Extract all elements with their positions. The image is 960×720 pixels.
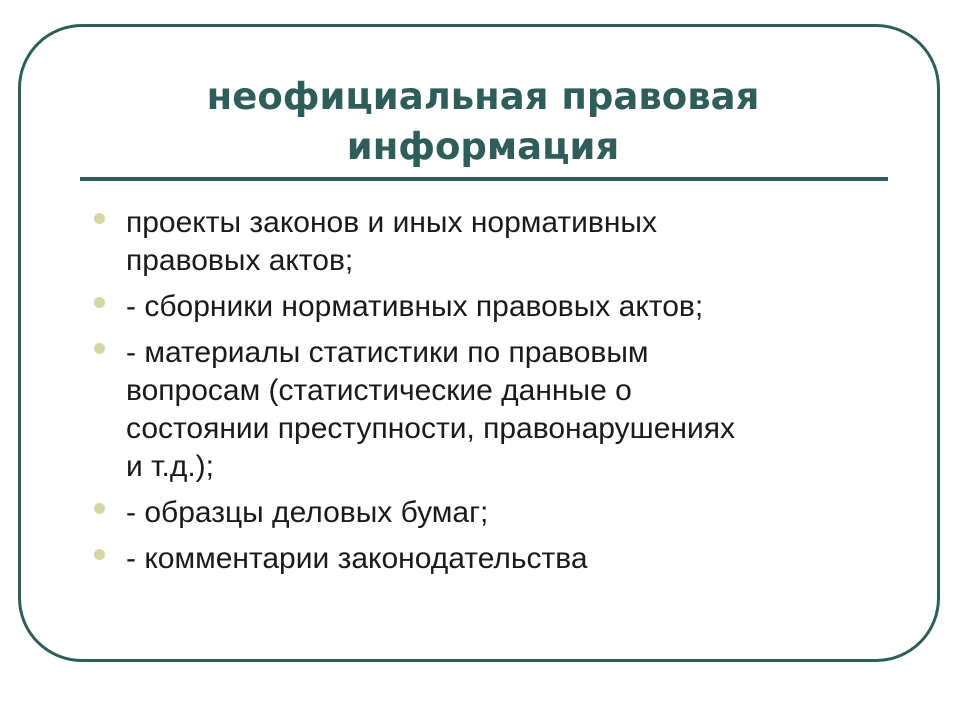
bullet-icon [94, 503, 105, 514]
bullet-text-line: - материалы статистики по правовым [126, 336, 649, 369]
bullet-item [92, 494, 882, 532]
bullet-text-line: - сборники нормативных правовых актов; [126, 290, 704, 323]
bullet-text-line: проекты законов и иных нормативных [126, 206, 657, 239]
title-line-2: информация [346, 125, 620, 168]
title-line-1: неофициальная правовая [206, 75, 760, 118]
slide-title [80, 72, 886, 172]
bullet-item [92, 540, 882, 578]
bullet-item [92, 288, 882, 326]
bullet-icon [94, 213, 105, 224]
bullet-icon [94, 343, 105, 354]
bullet-text-line: состоянии преступности, правонарушениях [126, 412, 735, 445]
bullet-text-line: правовых актов; [126, 244, 354, 277]
bullet-item [92, 334, 882, 486]
bullet-icon [94, 549, 105, 560]
title-underline [80, 177, 888, 181]
bullet-item [92, 204, 882, 280]
bullet-text-line: - комментарии законодательства [126, 542, 588, 575]
bullet-list [92, 204, 882, 586]
bullet-icon [94, 297, 105, 308]
bullet-text-line: вопросам (статистические данные о [126, 374, 632, 407]
bullet-text-line: и т.д.); [126, 450, 215, 483]
bullet-text-line: - образцы деловых бумаг; [126, 496, 489, 529]
